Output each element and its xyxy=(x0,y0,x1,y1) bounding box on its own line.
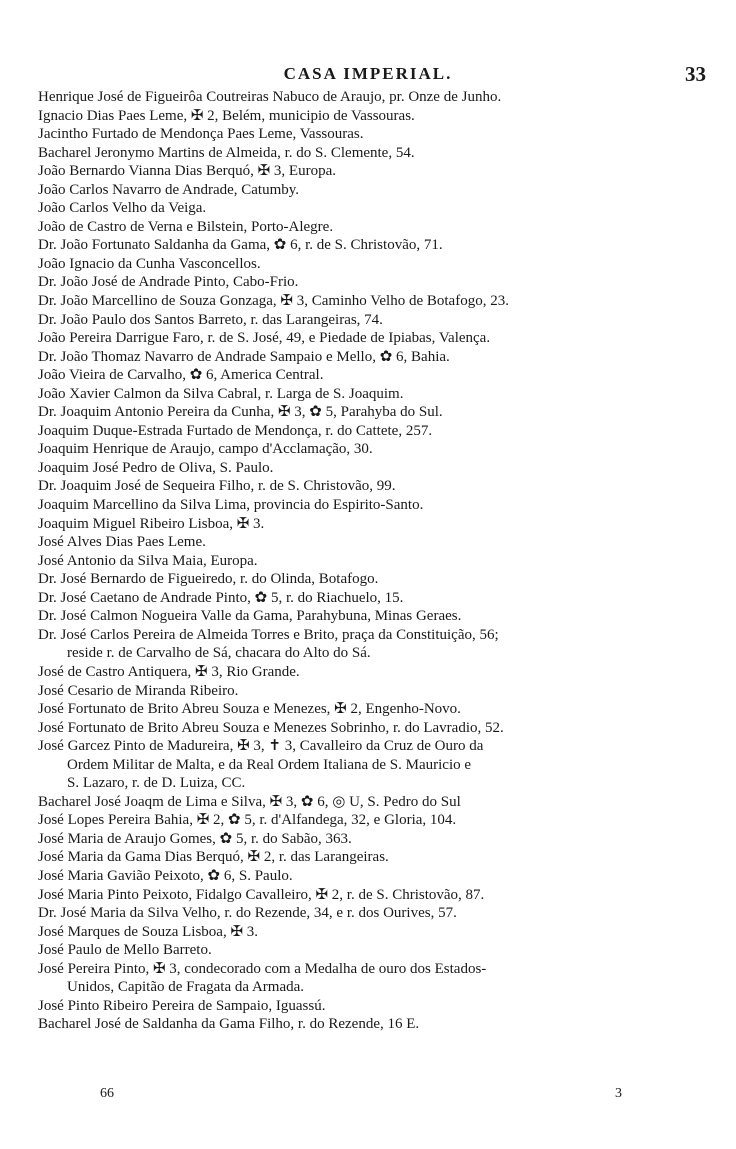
entry-text: José Maria Gavião Peixoto, ✿ 6, S. Paulo. xyxy=(38,867,293,884)
entry-line xyxy=(0,923,736,942)
entry-text: Bacharel Jeronymo Martins de Almeida, r. do S. Clemente, 54. xyxy=(38,144,415,161)
entry-line xyxy=(0,904,736,923)
entry-text: José Marques de Souza Lisboa, ✠ 3. xyxy=(38,923,259,940)
entry-list xyxy=(0,88,736,1034)
entry-text: João Carlos Velho da Veiga. xyxy=(38,200,207,217)
entry-line xyxy=(0,644,736,663)
page-footer xyxy=(0,1086,736,1106)
entry-line xyxy=(0,236,736,255)
entry-text: João Vieira de Carvalho, ✿ 6, America Central. xyxy=(38,367,324,384)
entry-text: José Cesario de Miranda Ribeiro. xyxy=(38,682,239,699)
entry-line xyxy=(0,1015,736,1034)
entry-text: José Fortunato de Brito Abreu Souza e Menezes Sobrinho, r. do Lavradio, 52. xyxy=(38,719,504,736)
entry-text: Bacharel José Joaqm de Lima e Silva, ✠ 3, ✿ 6, ◎ U, S. Pedro do Sul xyxy=(38,793,461,810)
entry-line xyxy=(0,292,736,311)
entry-line xyxy=(0,570,736,589)
entry-text: João Bernardo Vianna Dias Berquó, ✠ 3, Europa. xyxy=(38,163,336,180)
entry-line xyxy=(0,793,736,812)
entry-line xyxy=(0,273,736,292)
entry-text: Dr. Joaquim Antonio Pereira da Cunha, ✠ 3, ✿ 5, Parahyba do Sul. xyxy=(38,404,443,421)
entry-text: Joaquim Marcellino da Silva Lima, provincia do Espirito-Santo. xyxy=(38,497,424,514)
entry-line xyxy=(0,459,736,478)
entry-line xyxy=(0,737,736,756)
entry-line xyxy=(0,626,736,645)
entry-line xyxy=(0,88,736,107)
signature-mark: 66 xyxy=(100,1086,114,1101)
entry-text: Dr. José Bernardo de Figueiredo, r. do Olinda, Botafogo. xyxy=(38,571,379,588)
entry-text: Ignacio Dias Paes Leme, ✠ 2, Belém, municipio de Vassouras. xyxy=(38,107,415,124)
entry-line xyxy=(0,886,736,905)
entry-line xyxy=(0,978,736,997)
entry-line xyxy=(0,422,736,441)
entry-text: reside r. de Carvalho de Sá, chacara do Alto do Sá. xyxy=(67,645,371,662)
entry-line xyxy=(0,589,736,608)
entry-line xyxy=(0,867,736,886)
entry-line xyxy=(0,811,736,830)
entry-text: Joaquim José Pedro de Oliva, S. Paulo. xyxy=(38,459,274,476)
entry-line xyxy=(0,774,736,793)
entry-text: Unidos, Capitão de Fragata da Armada. xyxy=(67,979,305,996)
entry-text: João Xavier Calmon da Silva Cabral, r. Larga de S. Joaquim. xyxy=(38,385,404,402)
entry-line xyxy=(0,218,736,237)
entry-text: João Pereira Darrigue Faro, r. de S. José, 49, e Piedade de Ipiabas, Valença. xyxy=(38,330,491,347)
entry-text: José Maria da Gama Dias Berquó, ✠ 2, r. das Larangeiras. xyxy=(38,849,389,866)
entry-line xyxy=(0,700,736,719)
entry-line xyxy=(0,385,736,404)
entry-line xyxy=(0,348,736,367)
entry-text: João de Castro de Verna e Bilstein, Porto-Alegre. xyxy=(38,218,334,235)
entry-line xyxy=(0,719,736,738)
entry-line xyxy=(0,255,736,274)
entry-text: João Carlos Navarro de Andrade, Catumby. xyxy=(38,181,300,198)
entry-line xyxy=(0,329,736,348)
entry-text: Dr. João Marcellino de Souza Gonzaga, ✠ 3, Caminho Velho de Botafogo, 23. xyxy=(38,293,509,310)
entry-text: Dr. Joaquim José de Sequeira Filho, r. de S. Christovão, 99. xyxy=(38,478,396,495)
entry-text: S. Lazaro, r. de D. Luiza, CC. xyxy=(67,775,246,792)
entry-line xyxy=(0,533,736,552)
entry-line xyxy=(0,477,736,496)
entry-text: José Maria de Araujo Gomes, ✿ 5, r. do Sabão, 363. xyxy=(38,830,352,847)
entry-text: José Antonio da Silva Maia, Europa. xyxy=(38,552,258,569)
entry-text: Joaquim Henrique de Araujo, campo d'Acclamação, 30. xyxy=(38,441,373,458)
entry-line xyxy=(0,756,736,775)
entry-text: José Paulo de Mello Barreto. xyxy=(38,942,212,959)
entry-line xyxy=(0,941,736,960)
entry-line xyxy=(0,663,736,682)
entry-line xyxy=(0,162,736,181)
entry-line xyxy=(0,366,736,385)
entry-line xyxy=(0,848,736,867)
entry-line xyxy=(0,997,736,1016)
entry-line xyxy=(0,311,736,330)
entry-line xyxy=(0,440,736,459)
entry-text: Dr. João José de Andrade Pinto, Cabo-Frio. xyxy=(38,274,299,291)
entry-text: Dr. José Carlos Pereira de Almeida Torres e Brito, praça da Constituição, 56; xyxy=(38,626,499,643)
entry-text: Ordem Militar de Malta, e da Real Ordem Italiana de S. Mauricio e xyxy=(67,756,472,773)
entry-line xyxy=(0,682,736,701)
entry-line xyxy=(0,107,736,126)
entry-text: José Fortunato de Brito Abreu Souza e Menezes, ✠ 2, Engenho-Novo. xyxy=(38,701,461,718)
page-header xyxy=(30,64,706,88)
entry-text: Joaquim Miguel Ribeiro Lisboa, ✠ 3. xyxy=(38,515,265,532)
entry-line xyxy=(0,125,736,144)
entry-text: Dr. José Maria da Silva Velho, r. do Rezende, 34, e r. dos Ourives, 57. xyxy=(38,905,457,922)
entry-line xyxy=(0,496,736,515)
entry-text: Joaquim Duque-Estrada Furtado de Mendonça, r. do Cattete, 257. xyxy=(38,422,433,439)
entry-text: José Lopes Pereira Bahia, ✠ 2, ✿ 5, r. d'Alfandega, 32, e Gloria, 104. xyxy=(38,812,457,829)
entry-text: Bacharel José de Saldanha da Gama Filho, r. do Rezende, 16 E. xyxy=(38,1016,420,1033)
entry-text: José Alves Dias Paes Leme. xyxy=(38,534,206,551)
entry-line xyxy=(0,181,736,200)
entry-text: João Ignacio da Cunha Vasconcellos. xyxy=(38,255,261,272)
entry-line xyxy=(0,607,736,626)
entry-line xyxy=(0,552,736,571)
entry-text: Dr. José Caetano de Andrade Pinto, ✿ 5, r. do Riachuelo, 15. xyxy=(38,589,404,606)
entry-line xyxy=(0,960,736,979)
entry-text: Henrique José de Figueirôa Coutreiras Nabuco de Araujo, pr. Onze de Junho. xyxy=(38,89,502,105)
entry-text: Dr. João Fortunato Saldanha da Gama, ✿ 6, r. de S. Christovão, 71. xyxy=(38,237,443,254)
footer-page-mark: 3 xyxy=(615,1086,622,1101)
entry-text: José Pinto Ribeiro Pereira de Sampaio, Iguassú. xyxy=(38,997,326,1014)
entry-text: Dr. José Calmon Nogueira Valle da Gama, Parahybuna, Minas Geraes. xyxy=(38,608,462,625)
page-number: 33 xyxy=(685,62,706,86)
entry-text: Jacintho Furtado de Mendonça Paes Leme, Vassouras. xyxy=(38,126,364,143)
entry-text: Dr. João Thomaz Navarro de Andrade Sampaio e Mello, ✿ 6, Bahia. xyxy=(38,348,450,365)
entry-line xyxy=(0,199,736,218)
page-title: CASA IMPERIAL. xyxy=(283,64,453,83)
entry-text: José Pereira Pinto, ✠ 3, condecorado com a Medalha de ouro dos Estados- xyxy=(38,960,487,977)
entry-line xyxy=(0,830,736,849)
entry-text: José de Castro Antiquera, ✠ 3, Rio Grande. xyxy=(38,663,300,680)
entry-text: José Garcez Pinto de Madureira, ✠ 3, ✝ 3, Cavalleiro da Cruz de Ouro da xyxy=(38,738,484,755)
entry-line xyxy=(0,403,736,422)
entry-text: Dr. João Paulo dos Santos Barreto, r. das Larangeiras, 74. xyxy=(38,311,383,328)
entry-line xyxy=(0,515,736,534)
entry-line xyxy=(0,144,736,163)
entry-text: José Maria Pinto Peixoto, Fidalgo Cavalleiro, ✠ 2, r. de S. Christovão, 87. xyxy=(38,886,485,903)
